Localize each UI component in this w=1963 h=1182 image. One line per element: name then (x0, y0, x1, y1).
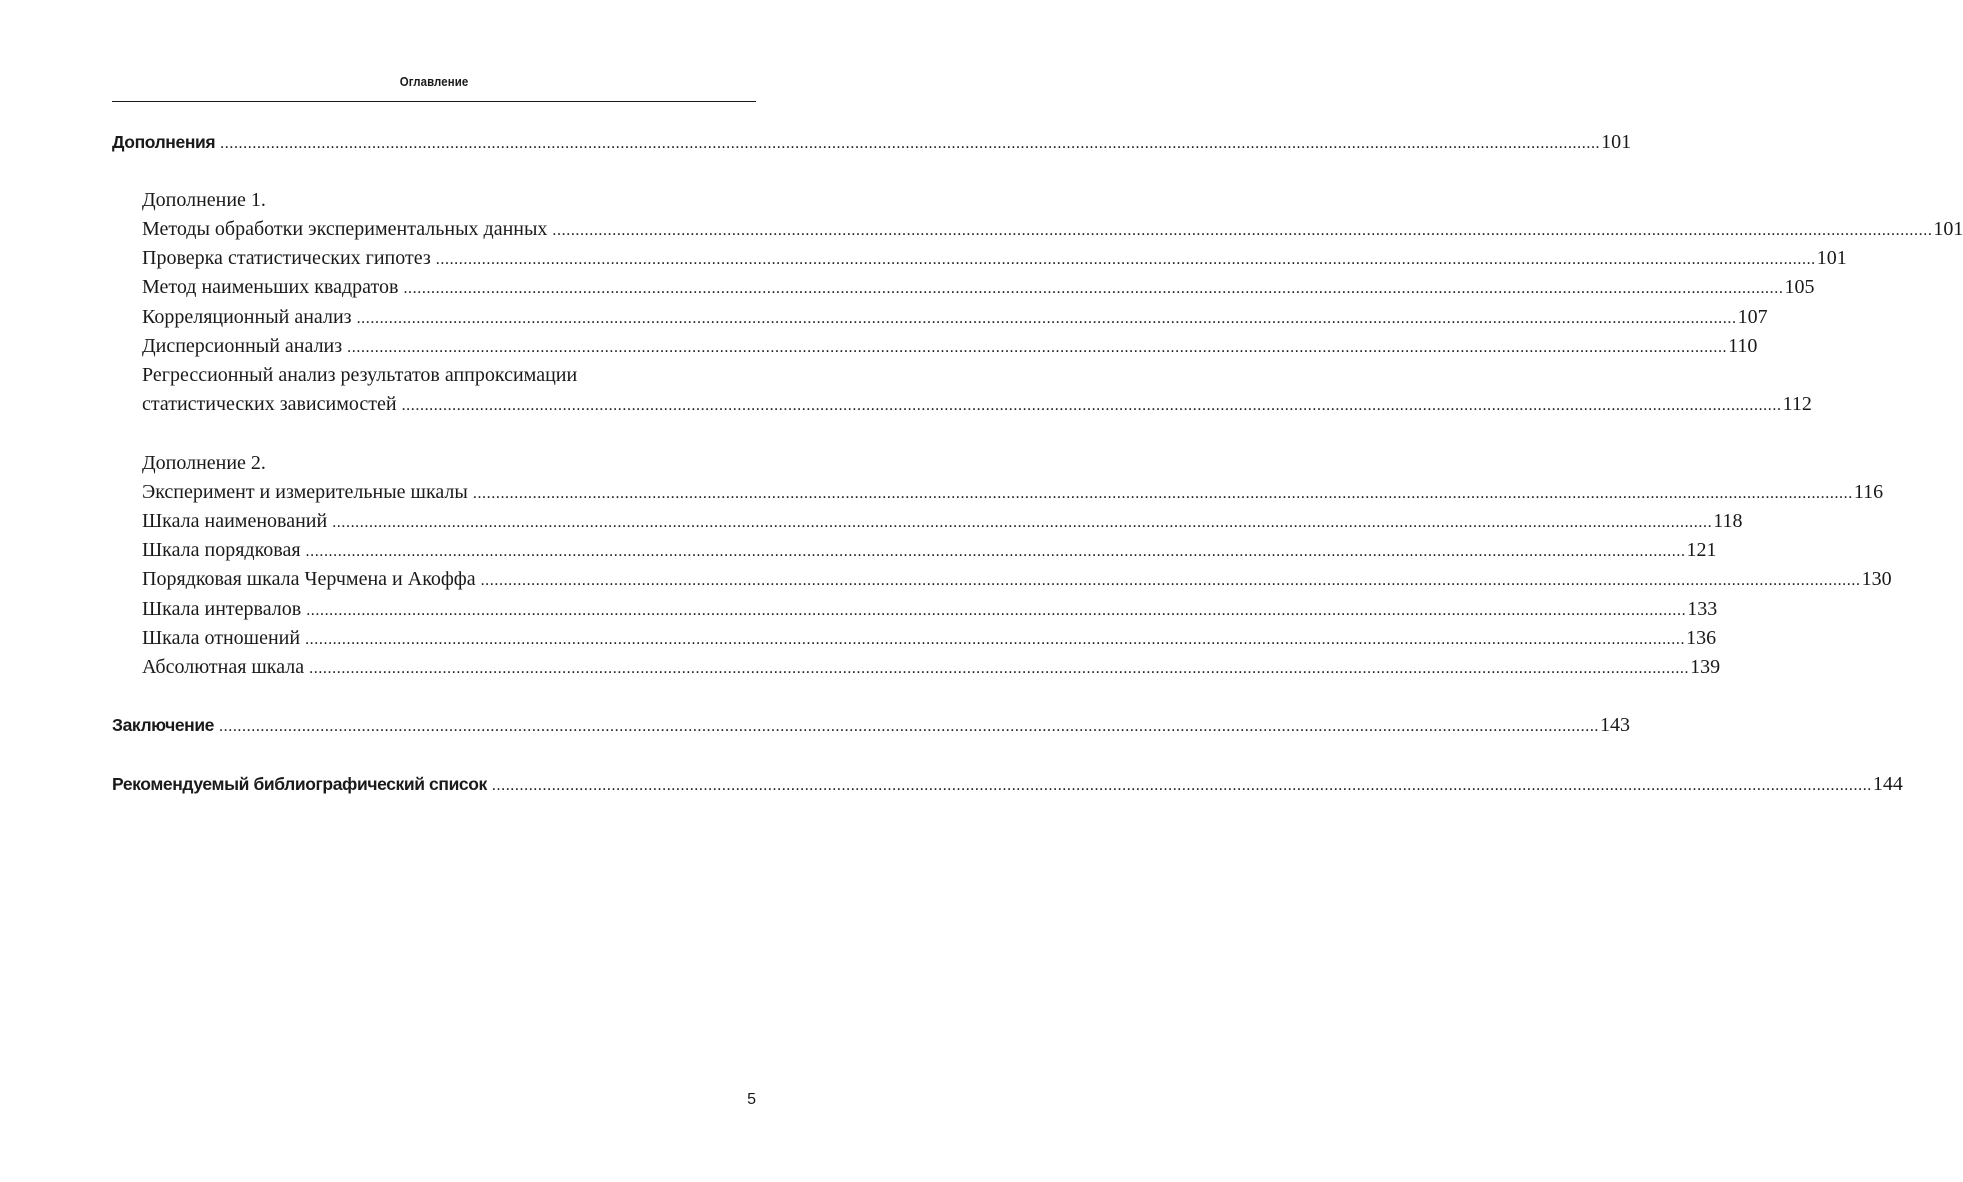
toc-entry-page: 136 (1686, 627, 1717, 649)
dot-leader: ............................................................................................................................................................................................................................................................................................................ (220, 135, 1601, 152)
dot-leader: ............................................................................................................................................................................................................................................................................................................ (332, 514, 1713, 531)
dot-leader: ............................................................................................................................................................................................................................................................................................................ (472, 485, 1853, 502)
toc-entry-title: Шкала отношений (142, 627, 301, 649)
toc-entry-page: 110 (1728, 335, 1758, 357)
toc-entry-title: Порядковая шкала Черчмена и Акоффа (142, 568, 476, 590)
toc-entry[interactable] (142, 624, 1717, 652)
toc-entry-page: 101 (1933, 218, 1963, 240)
page-number: 5 (747, 1091, 756, 1108)
appendix-1-heading: Дополнение 1. (142, 189, 266, 211)
toc-entry-title: Дисперсионный анализ (142, 335, 343, 357)
dot-leader: ............................................................................................................................................................................................................................................................................................................ (219, 718, 1600, 735)
toc-entry-title: статистических зависимостей (142, 393, 397, 415)
toc-entry-title: Эксперимент и измерительные шкалы (142, 481, 468, 503)
toc-entry[interactable] (142, 332, 1758, 360)
toc-entry-page: 139 (1690, 656, 1721, 678)
toc-entry-title: Метод наименьших квадратов (142, 276, 399, 298)
dot-leader: ............................................................................................................................................................................................................................................................................................................ (306, 602, 1687, 619)
toc-entry-page: 121 (1686, 539, 1717, 561)
toc-entry-title: Шкала наименований (142, 510, 328, 532)
running-head: Оглавление (399, 74, 469, 89)
toc-entry-title: Шкала порядковая (142, 539, 301, 561)
dot-leader: ............................................................................................................................................................................................................................................................................................................ (552, 222, 1933, 239)
toc-entry-title-first-line[interactable]: Регрессионный анализ результатов аппроксимации (142, 364, 578, 386)
toc-entry-title: Корреляционный анализ (142, 306, 352, 328)
toc-entry[interactable] (142, 273, 1815, 301)
toc-entry-title: Дополнения (112, 132, 216, 152)
toc-entry-conclusion[interactable] (112, 711, 1631, 739)
appendix-2-heading: Дополнение 2. (142, 452, 266, 474)
dot-leader: ............................................................................................................................................................................................................................................................................................................ (305, 631, 1686, 648)
toc-entry-title: Проверка статистических гипотез (142, 247, 431, 269)
toc-entry-page: 105 (1784, 276, 1815, 298)
dot-leader: ............................................................................................................................................................................................................................................................................................................ (480, 572, 1861, 589)
toc-entry-bibliography[interactable] (112, 770, 1903, 798)
toc-entry-page: 133 (1687, 598, 1718, 620)
toc-entry-title: Методы обработки экспериментальных данных (142, 218, 548, 240)
toc-entry-title: Шкала интервалов (142, 598, 302, 620)
toc-entry[interactable] (142, 536, 1717, 564)
toc-entry-title: Заключение (112, 715, 215, 735)
header-rule (112, 101, 756, 102)
toc-entry-title: Рекомендуемый библиографический список (112, 774, 487, 794)
toc-entry[interactable] (142, 565, 1892, 593)
dot-leader: ............................................................................................................................................................................................................................................................................................................ (435, 251, 1816, 268)
toc-entry-page: 101 (1816, 247, 1847, 269)
toc-entry-page: 101 (1601, 131, 1632, 153)
toc-entry-page: 112 (1782, 393, 1812, 415)
toc-entry[interactable] (142, 303, 1768, 331)
toc-entry-appendices[interactable] (112, 128, 1632, 156)
toc-entry-page: 143 (1600, 714, 1631, 736)
toc-entry[interactable] (142, 244, 1847, 272)
toc-entry[interactable] (142, 215, 1963, 243)
toc-entry-page: 107 (1737, 306, 1768, 328)
toc-entry-page: 130 (1861, 568, 1892, 590)
toc-entry[interactable] (142, 507, 1743, 535)
dot-leader: ............................................................................................................................................................................................................................................................................................................ (347, 339, 1728, 356)
dot-leader: ............................................................................................................................................................................................................................................................................................................ (491, 777, 1872, 794)
dot-leader: ............................................................................................................................................................................................................................................................................................................ (305, 543, 1686, 560)
dot-leader: ............................................................................................................................................................................................................................................................................................................ (309, 660, 1690, 677)
toc-entry[interactable] (142, 595, 1718, 623)
toc-entry[interactable] (142, 478, 1884, 506)
dot-leader: ............................................................................................................................................................................................................................................................................................................ (356, 310, 1737, 327)
toc-entry-page: 118 (1713, 510, 1743, 532)
toc-entry[interactable] (142, 390, 1812, 418)
toc-entry-title: Абсолютная шкала (142, 656, 305, 678)
dot-leader: ............................................................................................................................................................................................................................................................................................................ (401, 397, 1782, 414)
toc-entry-page: 144 (1872, 773, 1903, 795)
dot-leader: ............................................................................................................................................................................................................................................................................................................ (403, 280, 1784, 297)
toc-entry[interactable] (142, 653, 1721, 681)
toc-entry-page: 116 (1853, 481, 1884, 503)
